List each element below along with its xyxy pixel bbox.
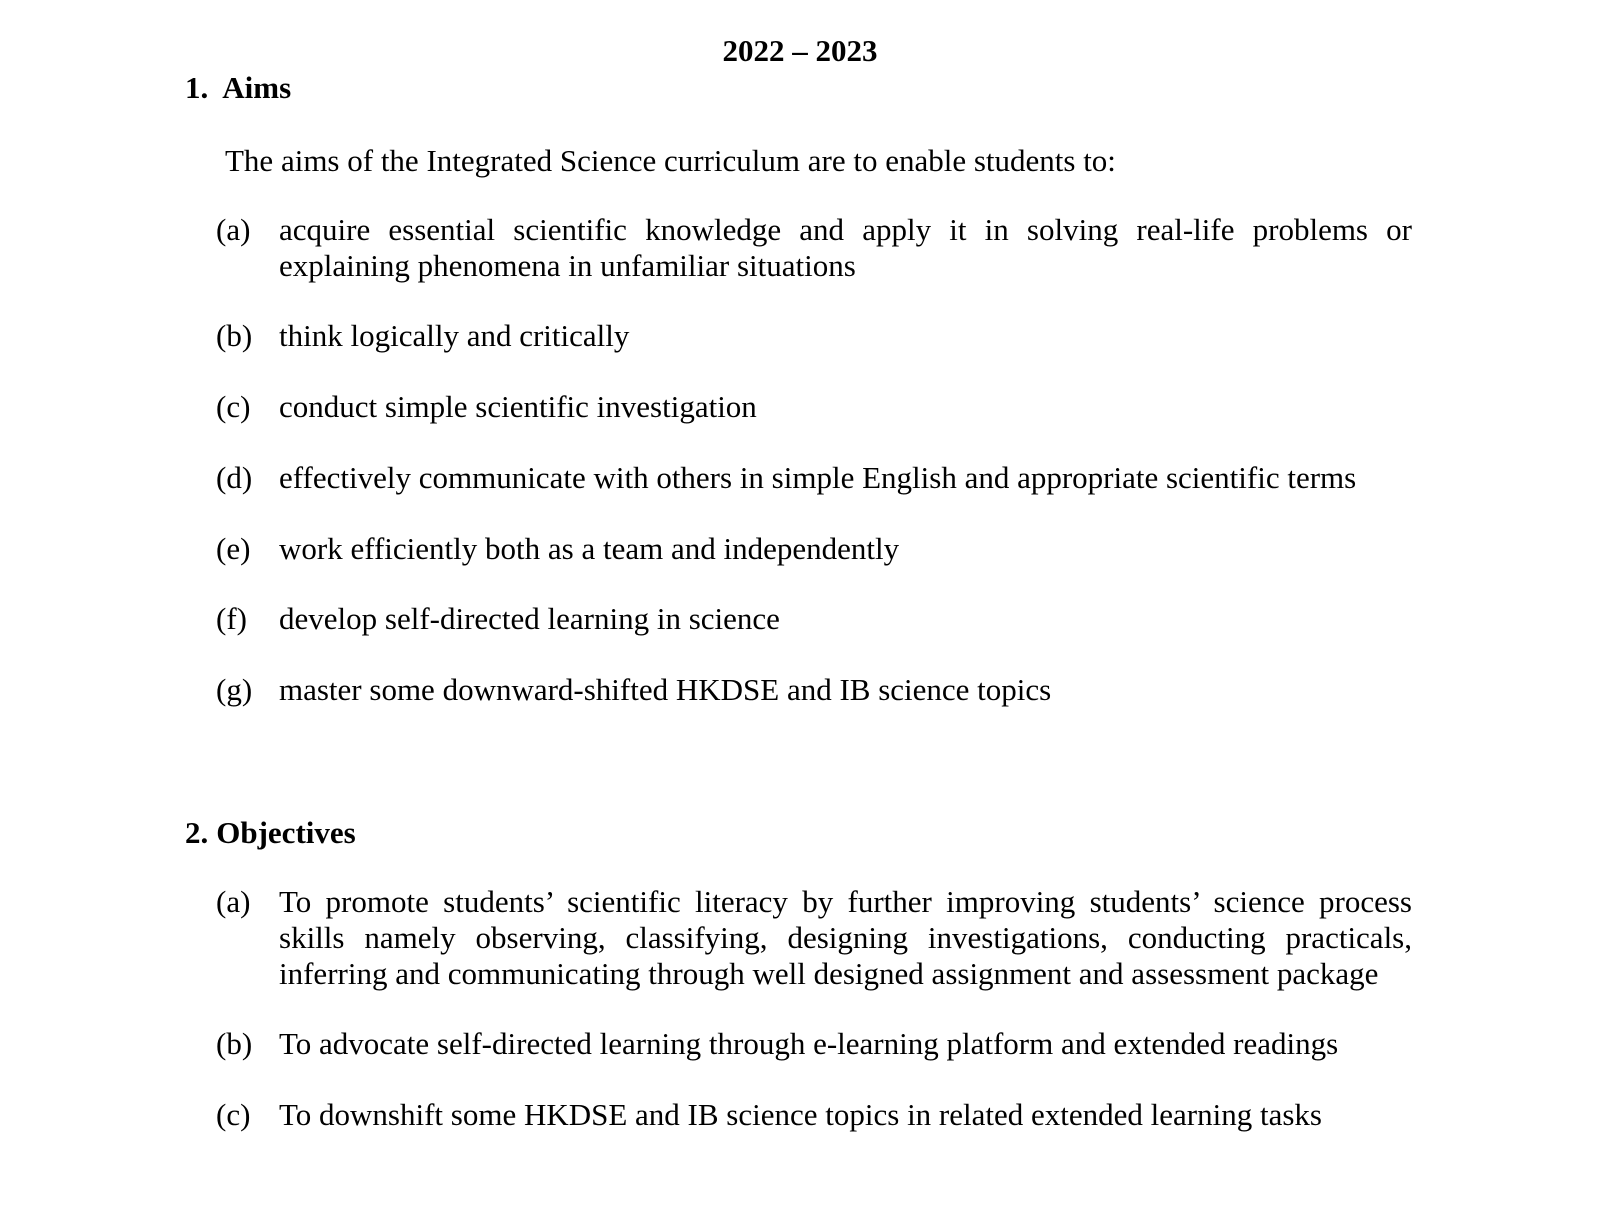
list-item-marker: (a) (216, 884, 251, 919)
list-item-text: conduct simple scientific investigation (279, 389, 757, 424)
list-item (216, 601, 1412, 637)
list-item-text: work efficiently both as a team and independently (279, 531, 900, 566)
list-item-marker: (c) (216, 389, 251, 424)
list-item-text: To promote students’ scientific literacy by further improving students’ science process skills namely observing, classifying, designing investigations, conducting practicals, inferring and communicating through well designed assignment and assessment package (279, 884, 1412, 991)
section-title: Objectives (216, 815, 356, 850)
section-heading-aims (185, 65, 291, 111)
list-item-text: To advocate self-directed learning through e-learning platform and extended readings (279, 1026, 1339, 1061)
list-item (216, 389, 1412, 425)
list-item-text: master some downward-shifted HKDSE and IB science topics (279, 672, 1052, 707)
list-item-marker: (f) (216, 601, 247, 636)
list-item-marker: (d) (216, 460, 253, 495)
list-item-text: acquire essential scientific knowledge and apply it in solving real-life problems or explaining phenomena in unfamiliar situations (279, 212, 1412, 283)
list-item-marker: (b) (216, 318, 253, 353)
list-item (216, 884, 1412, 992)
document-year: 2022 – 2023 (722, 33, 878, 68)
section-number: 1. (185, 70, 209, 105)
list-item (216, 531, 1412, 567)
section-heading-objectives (185, 810, 356, 856)
list-item (216, 318, 1412, 354)
list-item-text: To downshift some HKDSE and IB science topics in related extended learning tasks (279, 1097, 1322, 1132)
list-item (216, 212, 1412, 284)
list-item (216, 460, 1412, 496)
list-item (216, 672, 1412, 708)
list-item (216, 1097, 1412, 1133)
list-item-marker: (e) (216, 531, 251, 566)
list-item-marker: (g) (216, 672, 253, 707)
section-number: 2. (185, 815, 209, 850)
list-item-text: develop self-directed learning in science (279, 601, 780, 636)
list-item-marker: (a) (216, 212, 251, 247)
list-item (216, 1026, 1412, 1062)
list-item-text: think logically and critically (279, 318, 630, 353)
aims-intro: The aims of the Integrated Science curriculum are to enable students to: (225, 143, 1116, 178)
list-item-marker: (b) (216, 1026, 253, 1061)
section-title: Aims (222, 70, 292, 105)
list-item-text: effectively communicate with others in simple English and appropriate scientific terms (279, 460, 1357, 495)
list-item-marker: (c) (216, 1097, 251, 1132)
